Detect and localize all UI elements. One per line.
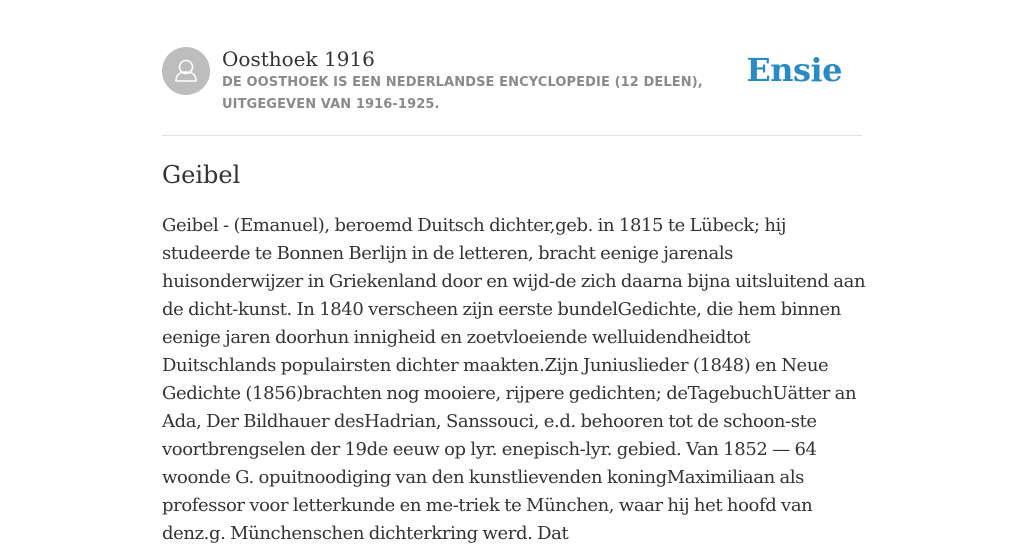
avatar[interactable] [162, 47, 210, 95]
user-icon [162, 47, 210, 95]
brand-logo[interactable]: Ensie [746, 51, 842, 89]
header-divider [162, 135, 862, 136]
source-header [162, 46, 862, 136]
source-description: DE OOSTHOEK IS EEN NEDERLANDSE ENCYCLOPEDIE (12 DELEN), UITGEGEVEN VAN 1916-1925. [222, 75, 703, 112]
entry-body: Geibel - (Emanuel), beroemd Duitsch dichter,geb. in 1815 te Lübeck; hij studeerde te Bonnen Berlijn in de letteren, bracht eenige jarenals huisonderwijzer in Griekenland door en wijd-de zich daarna bijna uitsluitend aan de dicht-kunst. In 1840 verscheen zijn eerste bundelGedichte, die hem binnen eenige jaren doorhun innigheid en zoetvloeiende welluidendheidtot Duitschlands populairsten dichter maakten.Zijn Juniuslieder (1848) en Neue Gedichte (1856)brachten nog mooiere, rijpere gedichten; deTagebuchUätter an Ada, Der Bildhauer desHadrian, Sanssouci, e.d. behooren tot de schoon-ste voortbrengselen der 19de eeuw op lyr. enepisch-lyr. gebied. Van 1852 — 64 woonde G. opuitnoodiging van den kunstlievenden koningMaximiliaan als professor voor letterkunde en me-triek te München, waar hij het hoofd van denz.g. Münchenschen dichterkring werd. Dat [162, 215, 866, 544]
entry-title: Geibel [162, 161, 241, 189]
source-title[interactable]: Oosthoek 1916 [222, 47, 375, 71]
